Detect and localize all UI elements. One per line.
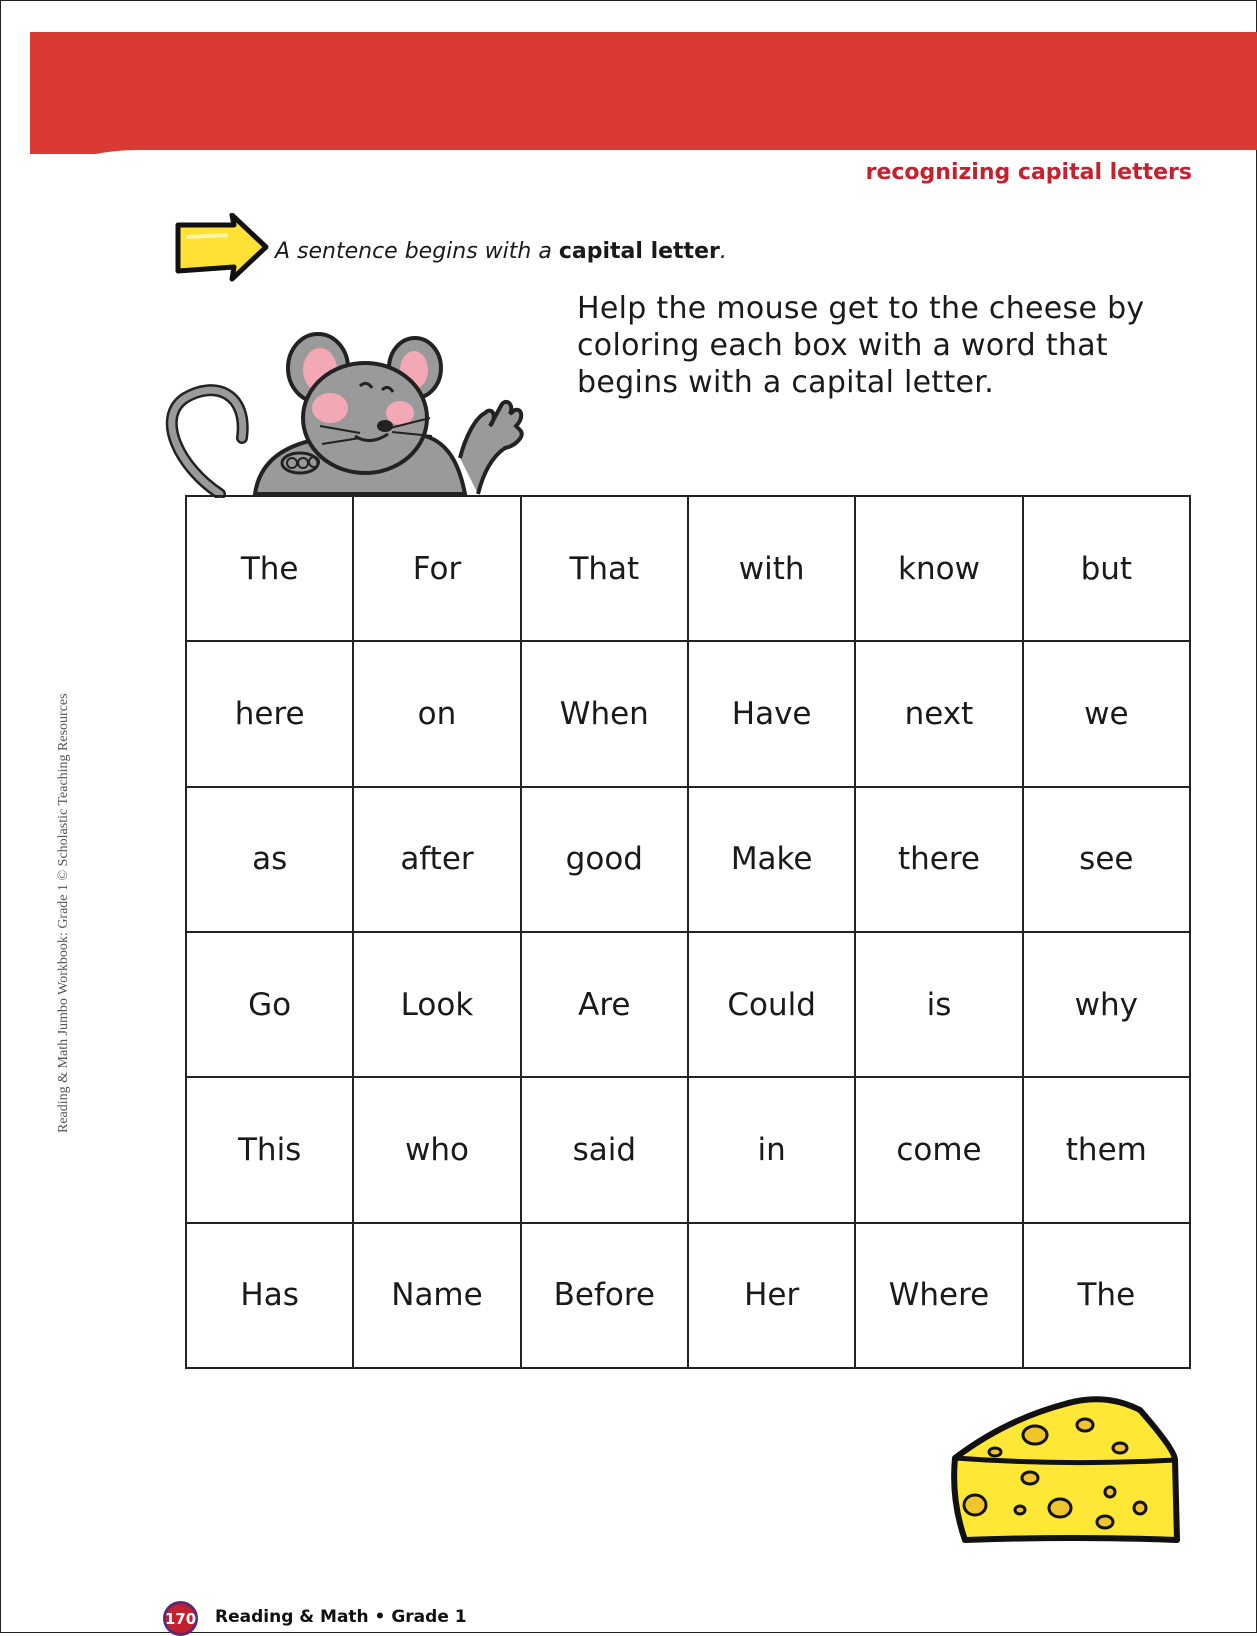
- word-cell[interactable]: This: [186, 1077, 353, 1222]
- grid-row: [186, 1223, 1190, 1368]
- word-cell[interactable]: them: [1023, 1077, 1190, 1222]
- mouse-icon: [160, 318, 530, 498]
- word-cell[interactable]: there: [855, 787, 1022, 932]
- word-cell[interactable]: Are: [521, 932, 688, 1077]
- word-cell[interactable]: good: [521, 787, 688, 932]
- word-cell[interactable]: Where: [855, 1223, 1022, 1368]
- word-cell[interactable]: Has: [186, 1223, 353, 1368]
- word-cell[interactable]: is: [855, 932, 1022, 1077]
- word-cell[interactable]: why: [1023, 932, 1190, 1077]
- rule-bold: capital letter: [558, 239, 720, 264]
- arrow-right-icon: [174, 213, 270, 283]
- word-cell[interactable]: in: [688, 1077, 855, 1222]
- word-cell[interactable]: we: [1023, 641, 1190, 786]
- rule-text: [275, 239, 727, 264]
- word-cell[interactable]: but: [1023, 496, 1190, 641]
- book-title: Reading & Math • Grade 1: [215, 1607, 467, 1627]
- word-cell[interactable]: That: [521, 496, 688, 641]
- word-cell[interactable]: Have: [688, 641, 855, 786]
- word-cell[interactable]: Name: [353, 1223, 520, 1368]
- word-cell[interactable]: come: [855, 1077, 1022, 1222]
- word-cell[interactable]: Her: [688, 1223, 855, 1368]
- rule-suffix: .: [719, 239, 727, 264]
- word-cell[interactable]: after: [353, 787, 520, 932]
- word-cell[interactable]: said: [521, 1077, 688, 1222]
- instructions: Help the mouse get to the cheese by coloring each box with a word that begins with a capital letter.: [577, 291, 1145, 400]
- grid-row: [186, 932, 1190, 1077]
- word-cell[interactable]: The: [1023, 1223, 1190, 1368]
- topic-label: recognizing capital letters: [865, 160, 1192, 185]
- word-cell[interactable]: Go: [186, 932, 353, 1077]
- word-cell[interactable]: Before: [521, 1223, 688, 1368]
- word-cell[interactable]: Could: [688, 932, 855, 1077]
- word-cell[interactable]: here: [186, 641, 353, 786]
- rule-prefix: A sentence begins with a: [275, 239, 559, 264]
- word-cell[interactable]: When: [521, 641, 688, 786]
- word-grid: [185, 495, 1191, 1369]
- word-cell[interactable]: The: [186, 496, 353, 641]
- word-cell[interactable]: as: [186, 787, 353, 932]
- grid-row: [186, 1077, 1190, 1222]
- side-credit: Reading & Math Jumbo Workbook: Grade 1 © Scholastic Teaching Resources: [56, 693, 71, 1133]
- word-cell[interactable]: with: [688, 496, 855, 641]
- word-cell[interactable]: Make: [688, 787, 855, 932]
- word-cell[interactable]: For: [353, 496, 520, 641]
- page-number: 170: [163, 1601, 198, 1636]
- word-cell[interactable]: who: [353, 1077, 520, 1222]
- grid-row: [186, 641, 1190, 786]
- word-cell[interactable]: know: [855, 496, 1022, 641]
- word-cell[interactable]: Look: [353, 932, 520, 1077]
- word-cell[interactable]: see: [1023, 787, 1190, 932]
- grid-row: [186, 787, 1190, 932]
- header-banner: [30, 32, 1257, 154]
- word-cell[interactable]: next: [855, 641, 1022, 786]
- grid-row: [186, 496, 1190, 641]
- word-cell[interactable]: on: [353, 641, 520, 786]
- cheese-icon: [945, 1390, 1185, 1550]
